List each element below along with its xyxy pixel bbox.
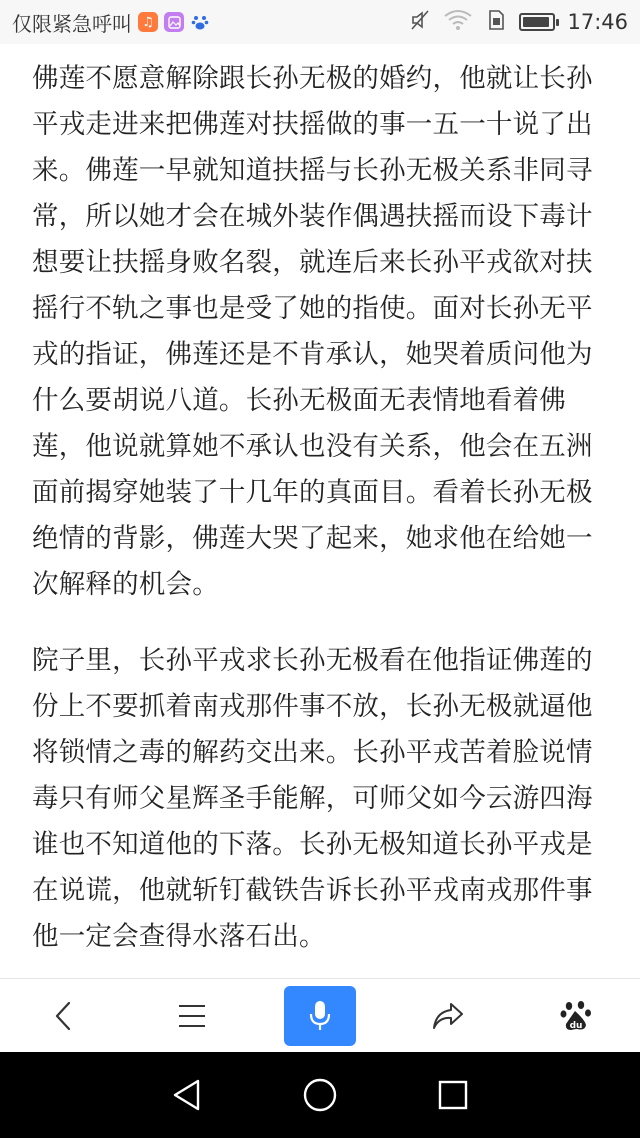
browser-toolbar <box>0 978 640 1052</box>
battery-level <box>523 17 548 27</box>
back-button[interactable] <box>28 986 100 1046</box>
system-back-button[interactable] <box>157 1065 217 1125</box>
status-bar <box>0 0 640 44</box>
status-right <box>409 9 628 35</box>
share-button[interactable] <box>412 986 484 1046</box>
carrier-text: 仅限紧急呼叫 <box>12 11 132 36</box>
nav-back-icon <box>170 1077 204 1113</box>
baidu-home-button[interactable] <box>540 986 612 1046</box>
baidu-paw-icon <box>190 12 210 32</box>
share-icon <box>431 1001 465 1031</box>
menu-button[interactable] <box>156 986 228 1046</box>
music-app-icon: ♫ <box>138 12 158 32</box>
clock-time: 17:46 <box>567 10 628 34</box>
voice-mic-icon <box>307 999 333 1033</box>
sim-icon <box>485 9 507 35</box>
status-left <box>12 8 210 37</box>
svg-text:du: du <box>569 1020 583 1031</box>
voice-search-button[interactable] <box>284 986 356 1046</box>
battery-icon <box>519 13 555 31</box>
article-paragraph: 院子里，长孙平戎求长孙无极看在他指证佛莲的份上不要抓着南戎那件事不放，长孙无极就逼他将锁情之毒的解药交出来。长孙平戎苦着脸说情毒只有师父星辉圣手能解，可师父如今云游四海谁也不知道他的下落。长孙无极知道长孙平戎是在说谎，他就斩钉截铁告诉长孙平戎南戎那件事他一定会查得水落石出。 <box>32 645 593 952</box>
system-home-button[interactable] <box>290 1065 350 1125</box>
nav-home-icon <box>301 1076 339 1114</box>
mute-icon <box>409 9 431 35</box>
android-navigation-bar <box>0 1052 640 1138</box>
menu-icon <box>177 1002 207 1030</box>
baidu-du-icon <box>559 999 593 1033</box>
system-recents-button[interactable] <box>423 1065 483 1125</box>
article-paragraph: 佛莲不愿意解除跟长孙无极的婚约，他就让长孙平戎走进来把佛莲对扶摇做的事一五一十说了出来。佛莲一早就知道扶摇与长孙无极关系非同寻常，所以她才会在城外装作偶遇扶摇而设下毒计想要让扶摇身败名裂，就连后来长孙平戎欲对扶摇行不轨之事也是受了她的指使。面对长孙无平戎的指证，佛莲还是不肯承认，她哭着质问他为什么要胡说八道。长孙无极面无表情地看着佛莲，他说就算她不承认也没有关系，他会在五洲面前揭穿她装了十几年的真面目。看着长孙无极绝情的背影，佛莲大哭了起来，她求他在给她一次解释的机会。 <box>32 63 593 600</box>
gallery-app-icon <box>164 12 184 32</box>
wifi-icon <box>443 9 473 35</box>
article-body <box>32 56 612 960</box>
back-icon <box>51 999 77 1033</box>
nav-recents-icon <box>436 1078 470 1112</box>
